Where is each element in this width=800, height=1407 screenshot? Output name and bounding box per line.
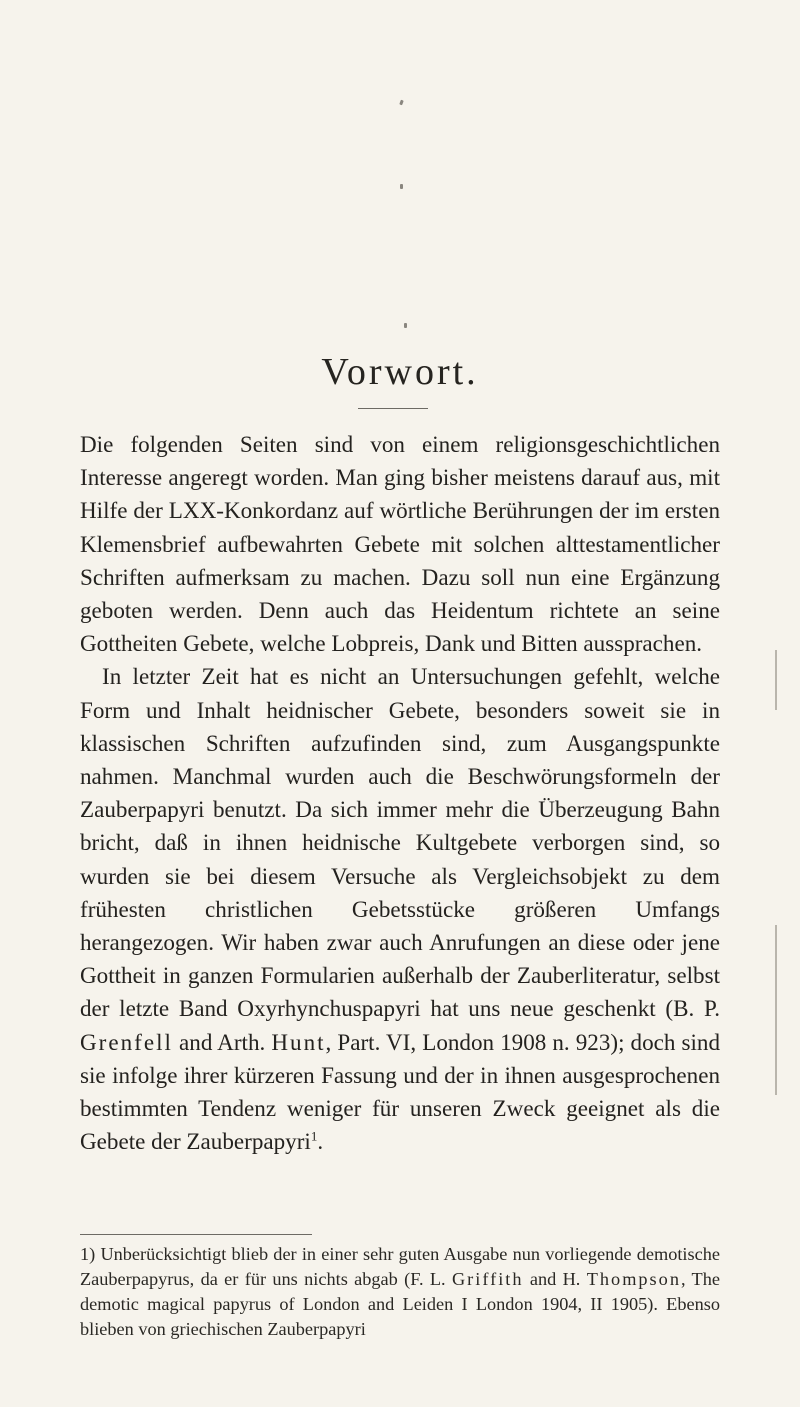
- footnote-and: and H.: [529, 1269, 581, 1289]
- paragraph-1: Die folgenden Seiten sind von einem religionsgeschichtlichen Interesse angeregt worden. Man ging bisher meistens darauf aus, mit Hilfe der LXX-Konkordanz auf wörtliche Berührungen der im ersten Klemensbrief aufbewahrten Gebete mit solchen alttestamentlicher Schriften aufmerksam zu machen. Dazu soll nun eine Ergänzung geboten werden. Denn auch das Heidentum richtete an seine Gottheiten Gebete, welche Lobpreis, Dank und Bitten aussprachen.: [80, 431, 720, 657]
- footnote-rule: [80, 1234, 312, 1235]
- ink-mark: [399, 100, 404, 106]
- author-thompson: Thompson: [586, 1269, 681, 1289]
- paragraph-2-text: In letzter Zeit hat es nicht an Untersuchungen gefehlt, welche Form und Inhalt heidnischer Gebete, besonders soweit sie in klassischen Schriften aufzufinden sind, zum Ausgangspunkte nahmen. Manchmal wurden auch die Beschwörungsformeln der Zauberpapyri benutzt. Da sich immer mehr die Überzeugung Bahn bricht, daß in ihnen heidnische Kultgebete verborgen sind, so wurden sie bei diesem Versuche als Vergleichsobjekt zu dem frühesten christlichen Gebetsstücke größeren Umfangs herangezogen. Wir haben zwar auch Anrufungen an diese oder jene Gottheit in ganzen Formularien außerhalb der Zauberliteratur, selbst der letzte Band Oxyrhynchuspapyri hat uns neue geschenkt (B. P.: [80, 663, 720, 1022]
- footnote-reference: 1: [310, 1128, 318, 1144]
- author-grenfell: Grenfell: [80, 1028, 173, 1055]
- footnote-text-b: , The demotic magical papyrus of London and Leiden I London 1904, II 1905). Ebenso blieben von griechischen Zauberpapyri: [80, 1269, 720, 1339]
- footnote-marker: 1): [80, 1244, 96, 1264]
- author-hunt: Hunt: [271, 1028, 326, 1055]
- title-rule: [358, 408, 428, 409]
- author-griffith: Griffith: [451, 1269, 524, 1289]
- page-edge-shadow: [775, 650, 777, 710]
- paragraph-2-rest: , Part. VI, London 1908 n. 923); doch sind sie infolge ihrer kürzeren Fassung und der in ihnen ausgesprochenen bestimmten Tendenz weniger für unseren Zweck geeignet als die Gebete der Zauberpapyri: [80, 1028, 721, 1155]
- page-edge-shadow: [775, 925, 777, 1095]
- footnote-text-a: Unberücksichtigt blieb der in einer sehr guten Ausgabe nun vorliegende demotische Zauberpapyrus, da er für uns nichts abgab (F. L.: [80, 1244, 720, 1289]
- ink-mark: [404, 323, 407, 328]
- page-title: Vorwort.: [321, 351, 479, 393]
- ink-mark: [400, 184, 403, 189]
- conjunction-arth: and Arth.: [179, 1028, 266, 1055]
- footnote: [80, 1242, 720, 1342]
- body-text: [80, 428, 720, 1158]
- paragraph-2: In letzter Zeit hat es nicht an Untersuchungen gefehlt, welche Form und Inhalt heidnischer Gebete, besonders soweit sie in klassischen Schriften aufzufinden sind, zum Ausgangspunkte nahmen. Manchmal wurden auch die Beschwörungsformeln der Zauberpapyri benutzt. Da sich immer mehr die Überzeugung Bahn bricht, daß in ihnen heidnische Kultgebete verborgen sind, so wurden sie bei diesem Versuche als Vergleichsobjekt zu dem frühesten christlichen Gebetsstücke größeren Umfangs herangezogen. Wir haben zwar auch Anrufungen an diese oder jene Gottheit in ganzen Formularien außerhalb der Zauberliteratur, selbst der letzte Band Oxyrhynchuspapyri hat uns neue geschenkt (B. P. Grenfell and Arth. Hunt, Part. VI, London 1908 n. 923); doch sind sie infolge ihrer kürzeren Fassung und der in ihnen ausgesprochenen bestimmten Tendenz weniger für unseren Zweck geeignet als die Gebete der Zauberpapyri$^1$.: [80, 663, 721, 1155]
